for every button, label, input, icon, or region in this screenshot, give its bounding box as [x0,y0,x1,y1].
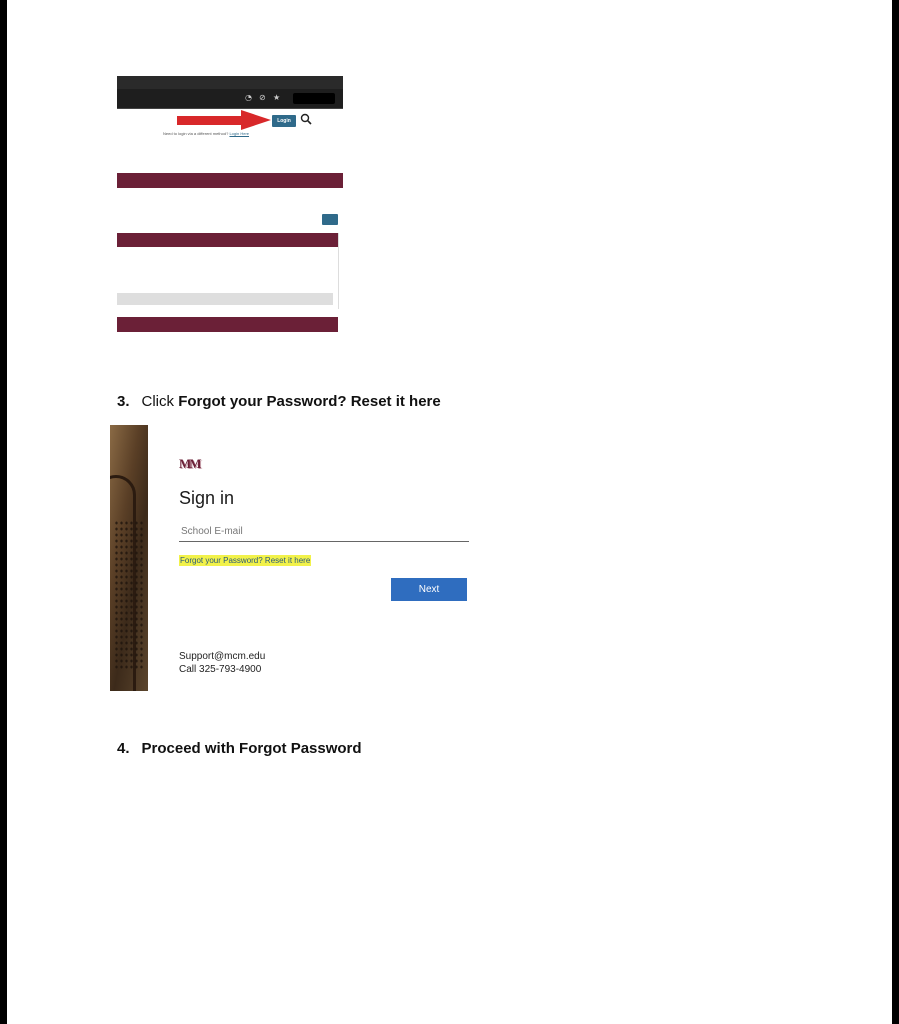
signin-screenshot [110,425,474,691]
eye-slash-icon[interactable]: ⊘ [259,93,266,102]
step-instruction: Proceed with Forgot Password [141,740,362,757]
signin-title: Sign in [179,488,235,508]
browser-title-bar [117,76,343,89]
login-here-link[interactable]: Login Here [229,131,250,136]
support-phone: Call 325-793-4900 [179,664,262,675]
support-email: Support@mcm.edu [179,651,266,662]
step-number: 3. [117,393,130,410]
profile-redacted [293,93,335,104]
footer-band [117,317,338,332]
home-button[interactable] [322,214,338,225]
browser-toolbar [117,89,343,109]
step-prefix: Click [141,393,179,410]
step-3 [117,393,441,410]
step-4 [117,740,362,757]
campus-photo [110,425,148,691]
login-note-text: Need to login via a different method? [163,131,229,136]
step-number: 4. [117,740,130,757]
support-info [179,650,265,676]
step-instruction: Forgot your Password? Reset it here [178,393,441,410]
login-page-screenshot [117,76,343,344]
login-note [163,131,249,137]
visibility-off-icon[interactable]: ◔ [245,93,252,102]
grey-bar [117,293,333,305]
login-button[interactable]: Login [272,115,296,127]
document-page [7,0,892,1024]
red-arrow-icon [177,110,273,130]
forgot-password-link[interactable]: Forgot your Password? Reset it here [180,556,311,565]
email-field[interactable] [179,521,469,542]
star-icon[interactable]: ★ [273,93,281,102]
university-logo: MM [179,456,200,471]
search-icon[interactable] [300,113,312,125]
header-band [117,173,343,188]
next-button[interactable]: Next [391,578,467,601]
